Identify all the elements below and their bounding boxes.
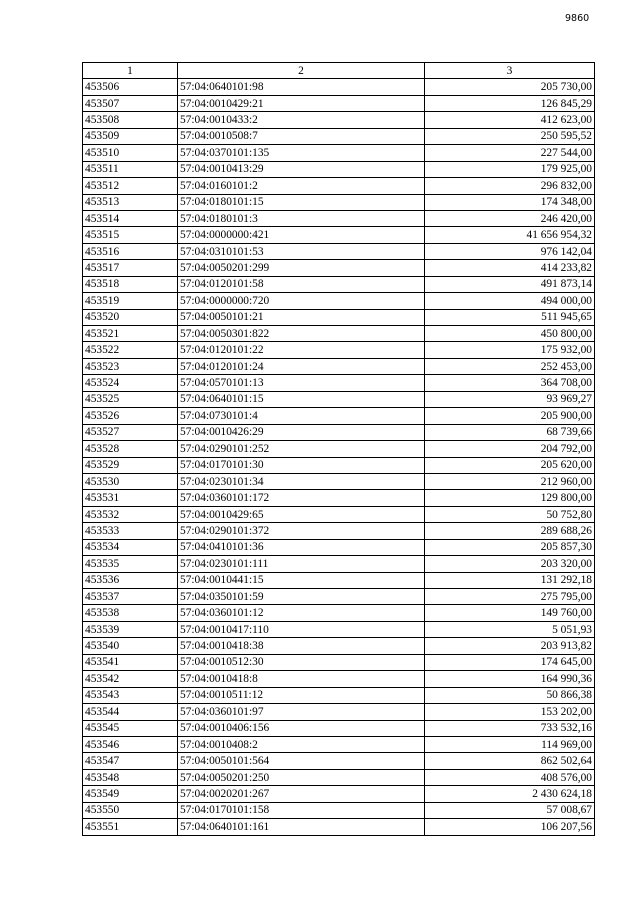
- table-row: [83, 819, 595, 835]
- cadastral-value-cell: 179 925,00: [425, 161, 595, 177]
- row-number-cell: 453543: [83, 687, 178, 703]
- table-row: [83, 753, 595, 769]
- cadastral-number-cell: 57:04:0310101:53: [178, 243, 425, 259]
- cadastral-value-cell: 494 000,00: [425, 293, 595, 309]
- cadastral-value-cell: 246 420,00: [425, 210, 595, 226]
- cadastral-value-cell: 93 969,27: [425, 391, 595, 407]
- cadastral-number-cell: 57:04:0120101:58: [178, 276, 425, 292]
- row-number-cell: 453511: [83, 161, 178, 177]
- cadastral-value-cell: 733 532,16: [425, 720, 595, 736]
- cadastral-number-cell: 57:04:0010441:15: [178, 572, 425, 588]
- table-row: [83, 260, 595, 276]
- table-body: [83, 79, 595, 835]
- table-row: [83, 704, 595, 720]
- cadastral-number-cell: 57:04:0180101:15: [178, 194, 425, 210]
- row-number-cell: 453522: [83, 342, 178, 358]
- row-number-cell: 453509: [83, 128, 178, 144]
- cadastral-value-cell: 205 730,00: [425, 79, 595, 95]
- row-number-cell: 453527: [83, 424, 178, 440]
- cadastral-value-cell: 126 845,29: [425, 95, 595, 111]
- cadastral-number-cell: 57:04:0290101:372: [178, 523, 425, 539]
- row-number-cell: 453512: [83, 178, 178, 194]
- cadastral-number-cell: 57:04:0730101:4: [178, 408, 425, 424]
- cadastral-value-cell: 511 945,65: [425, 309, 595, 325]
- cadastral-number-cell: 57:04:0290101:252: [178, 441, 425, 457]
- row-number-cell: 453507: [83, 95, 178, 111]
- cadastral-value-cell: 174 645,00: [425, 654, 595, 670]
- cadastral-number-cell: 57:04:0010429:65: [178, 506, 425, 522]
- cadastral-value-cell: 114 969,00: [425, 736, 595, 752]
- cadastral-value-cell: 450 800,00: [425, 326, 595, 342]
- table-row: [83, 441, 595, 457]
- row-number-cell: 453520: [83, 309, 178, 325]
- cadastral-number-cell: 57:04:0000000:720: [178, 293, 425, 309]
- cadastral-value-cell: 5 051,93: [425, 621, 595, 637]
- column-header-1: 1: [83, 63, 178, 79]
- cadastral-value-cell: 68 739,66: [425, 424, 595, 440]
- cadastral-number-cell: 57:04:0350101:59: [178, 589, 425, 605]
- table-row: [83, 276, 595, 292]
- cadastral-value-cell: 2 430 624,18: [425, 786, 595, 802]
- cadastral-number-cell: 57:04:0410101:36: [178, 539, 425, 555]
- table-row: [83, 638, 595, 654]
- row-number-cell: 453528: [83, 441, 178, 457]
- cadastral-value-cell: 212 960,00: [425, 473, 595, 489]
- cadastral-number-cell: 57:04:0000000:421: [178, 227, 425, 243]
- table-row: [83, 621, 595, 637]
- cadastral-value-cell: 408 576,00: [425, 769, 595, 785]
- cadastral-value-cell: 164 990,36: [425, 671, 595, 687]
- row-number-cell: 453550: [83, 802, 178, 818]
- cadastral-number-cell: 57:04:0370101:135: [178, 145, 425, 161]
- column-header-2: 2: [178, 63, 425, 79]
- cadastral-value-cell: 50 866,38: [425, 687, 595, 703]
- table-row: [83, 490, 595, 506]
- table-header: [83, 63, 595, 79]
- table-row: [83, 671, 595, 687]
- table-row: [83, 194, 595, 210]
- cadastral-value-cell: 50 752,80: [425, 506, 595, 522]
- cadastral-number-cell: 57:04:0120101:24: [178, 358, 425, 374]
- table-row: [83, 736, 595, 752]
- table-row: [83, 145, 595, 161]
- cadastral-value-cell: 414 233,82: [425, 260, 595, 276]
- row-number-cell: 453540: [83, 638, 178, 654]
- row-number-cell: 453530: [83, 473, 178, 489]
- table-row: [83, 210, 595, 226]
- table-row: [83, 227, 595, 243]
- cadastral-number-cell: 57:04:0360101:12: [178, 605, 425, 621]
- page-number: 9860: [565, 13, 590, 24]
- row-number-cell: 453524: [83, 375, 178, 391]
- row-number-cell: 453546: [83, 736, 178, 752]
- cadastral-value-cell: 41 656 954,32: [425, 227, 595, 243]
- table-row: [83, 786, 595, 802]
- cadastral-value-cell: 275 795,00: [425, 589, 595, 605]
- cadastral-number-cell: 57:04:0010417:110: [178, 621, 425, 637]
- cadastral-number-cell: 57:04:0050101:564: [178, 753, 425, 769]
- row-number-cell: 453514: [83, 210, 178, 226]
- cadastral-value-cell: 491 873,14: [425, 276, 595, 292]
- table-row: [83, 358, 595, 374]
- cadastral-value-cell: 149 760,00: [425, 605, 595, 621]
- cadastral-number-cell: 57:04:0020201:267: [178, 786, 425, 802]
- cadastral-number-cell: 57:04:0050201:299: [178, 260, 425, 276]
- cadastral-number-cell: 57:04:0010418:38: [178, 638, 425, 654]
- cadastral-value-cell: 205 857,30: [425, 539, 595, 555]
- table-row: [83, 342, 595, 358]
- row-number-cell: 453547: [83, 753, 178, 769]
- row-number-cell: 453523: [83, 358, 178, 374]
- table-row: [83, 309, 595, 325]
- cadastral-value-cell: 203 320,00: [425, 556, 595, 572]
- table-row: [83, 243, 595, 259]
- table-row: [83, 572, 595, 588]
- row-number-cell: 453521: [83, 326, 178, 342]
- cadastral-value-cell: 296 832,00: [425, 178, 595, 194]
- cadastral-number-cell: 57:04:0050201:250: [178, 769, 425, 785]
- row-number-cell: 453536: [83, 572, 178, 588]
- row-number-cell: 453515: [83, 227, 178, 243]
- cadastral-value-cell: 203 913,82: [425, 638, 595, 654]
- row-number-cell: 453542: [83, 671, 178, 687]
- row-number-cell: 453545: [83, 720, 178, 736]
- table-row: [83, 720, 595, 736]
- row-number-cell: 453533: [83, 523, 178, 539]
- table-row: [83, 523, 595, 539]
- cadastral-value-cell: 252 453,00: [425, 358, 595, 374]
- table-row: [83, 589, 595, 605]
- table-row: [83, 506, 595, 522]
- table-row: [83, 408, 595, 424]
- row-number-cell: 453537: [83, 589, 178, 605]
- cadastral-number-cell: 57:04:0010512:30: [178, 654, 425, 670]
- table-row: [83, 424, 595, 440]
- cadastral-number-cell: 57:04:0010408:2: [178, 736, 425, 752]
- cadastral-number-cell: 57:04:0360101:172: [178, 490, 425, 506]
- cadastral-value-cell: 204 792,00: [425, 441, 595, 457]
- table-row: [83, 79, 595, 95]
- table-row: [83, 391, 595, 407]
- cadastral-value-cell: 412 623,00: [425, 112, 595, 128]
- cadastral-number-cell: 57:04:0010508:7: [178, 128, 425, 144]
- cadastral-number-cell: 57:04:0640101:161: [178, 819, 425, 835]
- cadastral-number-cell: 57:04:0010429:21: [178, 95, 425, 111]
- cadastral-value-cell: 174 348,00: [425, 194, 595, 210]
- cadastral-value-cell: 862 502,64: [425, 753, 595, 769]
- table-row: [83, 556, 595, 572]
- cadastral-number-cell: 57:04:0360101:97: [178, 704, 425, 720]
- cadastral-value-cell: 205 900,00: [425, 408, 595, 424]
- cadastral-value-cell: 57 008,67: [425, 802, 595, 818]
- row-number-cell: 453544: [83, 704, 178, 720]
- row-number-cell: 453510: [83, 145, 178, 161]
- cadastral-number-cell: 57:04:0230101:111: [178, 556, 425, 572]
- cadastral-number-cell: 57:04:0180101:3: [178, 210, 425, 226]
- table-row: [83, 457, 595, 473]
- row-number-cell: 453519: [83, 293, 178, 309]
- cadastral-number-cell: 57:04:0010406:156: [178, 720, 425, 736]
- cadastral-number-cell: 57:04:0010433:2: [178, 112, 425, 128]
- row-number-cell: 453535: [83, 556, 178, 572]
- row-number-cell: 453513: [83, 194, 178, 210]
- row-number-cell: 453534: [83, 539, 178, 555]
- cadastral-number-cell: 57:04:0160101:2: [178, 178, 425, 194]
- row-number-cell: 453538: [83, 605, 178, 621]
- column-header-3: 3: [425, 63, 595, 79]
- cadastral-number-cell: 57:04:0170101:158: [178, 802, 425, 818]
- row-number-cell: 453508: [83, 112, 178, 128]
- row-number-cell: 453506: [83, 79, 178, 95]
- table-row: [83, 161, 595, 177]
- row-number-cell: 453529: [83, 457, 178, 473]
- table-row: [83, 95, 595, 111]
- cadastral-value-cell: 175 932,00: [425, 342, 595, 358]
- cadastral-value-cell: 289 688,26: [425, 523, 595, 539]
- header-row: [83, 63, 595, 79]
- row-number-cell: 453532: [83, 506, 178, 522]
- cadastral-number-cell: 57:04:0010426:29: [178, 424, 425, 440]
- table-row: [83, 802, 595, 818]
- cadastral-number-cell: 57:04:0010413:29: [178, 161, 425, 177]
- cadastral-value-cell: 131 292,18: [425, 572, 595, 588]
- cadastral-value-table: [82, 62, 595, 836]
- cadastral-value-cell: 129 800,00: [425, 490, 595, 506]
- cadastral-number-cell: 57:04:0230101:34: [178, 473, 425, 489]
- cadastral-value-cell: 364 708,00: [425, 375, 595, 391]
- cadastral-number-cell: 57:04:0640101:98: [178, 79, 425, 95]
- table-row: [83, 769, 595, 785]
- table-row: [83, 128, 595, 144]
- row-number-cell: 453551: [83, 819, 178, 835]
- cadastral-value-cell: 205 620,00: [425, 457, 595, 473]
- cadastral-value-cell: 250 595,52: [425, 128, 595, 144]
- cadastral-number-cell: 57:04:0120101:22: [178, 342, 425, 358]
- row-number-cell: 453539: [83, 621, 178, 637]
- row-number-cell: 453525: [83, 391, 178, 407]
- cadastral-number-cell: 57:04:0010418:8: [178, 671, 425, 687]
- cadastral-number-cell: 57:04:0050301:822: [178, 326, 425, 342]
- cadastral-number-cell: 57:04:0170101:30: [178, 457, 425, 473]
- table-row: [83, 178, 595, 194]
- row-number-cell: 453518: [83, 276, 178, 292]
- table-row: [83, 293, 595, 309]
- row-number-cell: 453531: [83, 490, 178, 506]
- table-row: [83, 654, 595, 670]
- cadastral-number-cell: 57:04:0050101:21: [178, 309, 425, 325]
- cadastral-value-cell: 153 202,00: [425, 704, 595, 720]
- row-number-cell: 453516: [83, 243, 178, 259]
- table-row: [83, 539, 595, 555]
- row-number-cell: 453541: [83, 654, 178, 670]
- cadastral-number-cell: 57:04:0010511:12: [178, 687, 425, 703]
- table-row: [83, 326, 595, 342]
- table-row: [83, 112, 595, 128]
- table-row: [83, 375, 595, 391]
- table-row: [83, 473, 595, 489]
- row-number-cell: 453549: [83, 786, 178, 802]
- cadastral-number-cell: 57:04:0640101:15: [178, 391, 425, 407]
- table-row: [83, 687, 595, 703]
- table-row: [83, 605, 595, 621]
- cadastral-number-cell: 57:04:0570101:13: [178, 375, 425, 391]
- cadastral-value-cell: 227 544,00: [425, 145, 595, 161]
- row-number-cell: 453526: [83, 408, 178, 424]
- row-number-cell: 453517: [83, 260, 178, 276]
- cadastral-value-cell: 106 207,56: [425, 819, 595, 835]
- row-number-cell: 453548: [83, 769, 178, 785]
- cadastral-value-cell: 976 142,04: [425, 243, 595, 259]
